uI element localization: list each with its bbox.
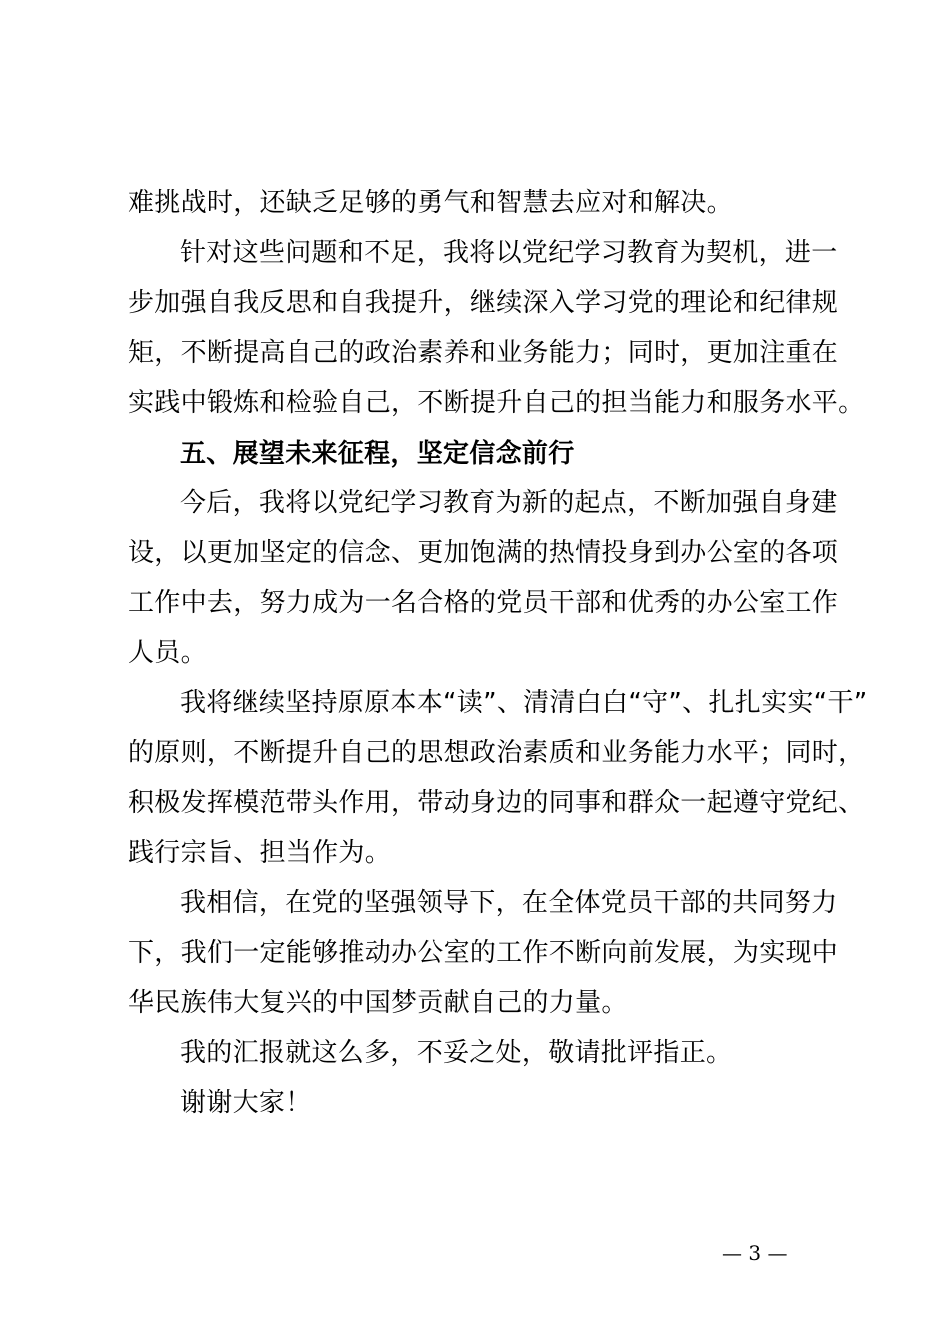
paragraph-line: 矩，不断提高自己的政治素养和业务能力；同时，更加注重在 <box>128 338 839 368</box>
paragraph-line: 今后，我将以党纪学习教育为新的起点，不断加强自身建 <box>180 488 838 518</box>
paragraph-line: 的原则，不断提升自己的思想政治素质和业务能力水平；同时， <box>128 738 865 768</box>
paragraph-line: 积极发挥模范带头作用，带动身边的同事和群众一起遵守党纪、 <box>128 788 865 818</box>
paragraph-line: 谢谢大家！ <box>180 1088 312 1118</box>
paragraph-line: 设，以更加坚定的信念、更加饱满的热情投身到办公室的各项 <box>128 538 839 568</box>
paragraph-line: 人员。 <box>128 638 207 668</box>
paragraph-line: 我将继续坚持原原本本“读”、清清白白“守”、扎扎实实“干” <box>180 688 868 718</box>
paragraph-line: 我相信，在党的坚强领导下，在全体党员干部的共同努力 <box>180 888 838 918</box>
page-number: — 3 — <box>722 1241 788 1265</box>
section-heading: 五、展望未来征程，坚定信念前行 <box>180 439 575 469</box>
paragraph-line: 针对这些问题和不足，我将以党纪学习教育为契机，进一 <box>180 238 838 268</box>
paragraph-line: 工作中去，努力成为一名合格的党员干部和优秀的办公室工作 <box>128 588 839 618</box>
paragraph-line: 步加强自我反思和自我提升，继续深入学习党的理论和纪律规 <box>128 288 839 318</box>
paragraph-line: 华民族伟大复兴的中国梦贡献自己的力量。 <box>128 988 628 1018</box>
paragraph-line: 下，我们一定能够推动办公室的工作不断向前发展，为实现中 <box>128 938 839 968</box>
paragraph-line: 践行宗旨、担当作为。 <box>128 838 392 868</box>
paragraph-line: 实践中锻炼和检验自己，不断提升自己的担当能力和服务水平。 <box>128 388 865 418</box>
paragraph-line: 难挑战时，还缺乏足够的勇气和智慧去应对和解决。 <box>128 188 733 218</box>
paragraph-line: 我的汇报就这么多，不妥之处，敬请批评指正。 <box>180 1038 733 1068</box>
